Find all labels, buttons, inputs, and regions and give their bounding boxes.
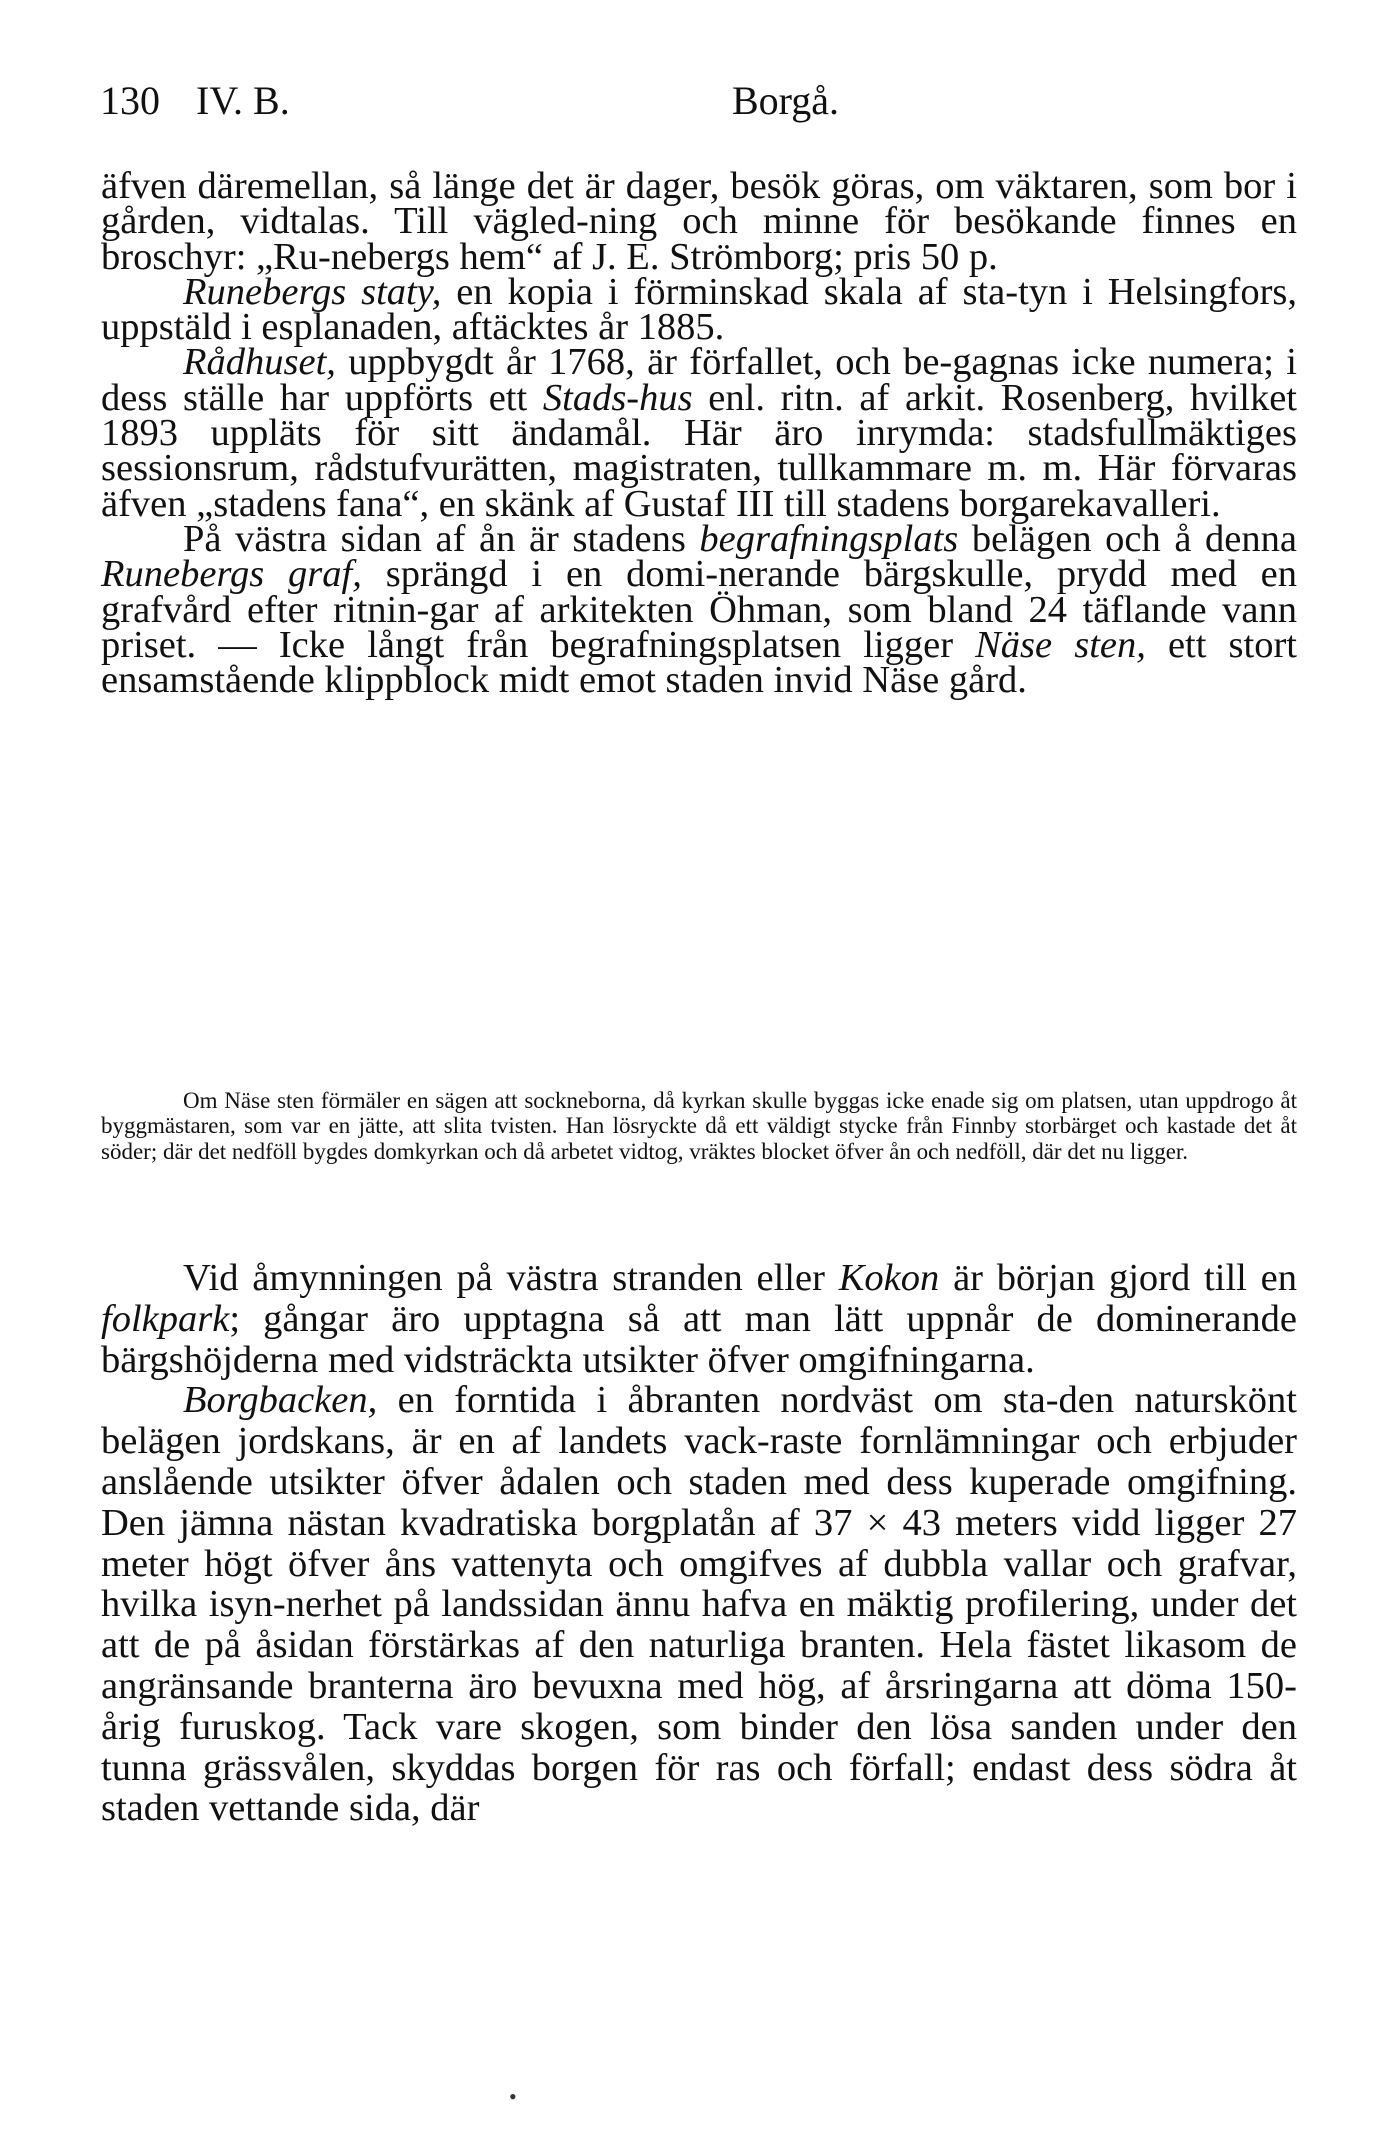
italic-term: Runebergs staty, (183, 270, 442, 313)
italic-term: Stads-hus (542, 376, 693, 419)
section-label: IV. B. (196, 78, 290, 123)
paragraph-continuation (101, 165, 1297, 278)
paragraph-text: belägen och å denna (958, 517, 1297, 560)
paragraph-text: är början gjord till en (939, 1257, 1297, 1299)
footnote-text: Om Näse sten förmäler en sägen att sockneborna, då kyrkan skulle byggas icke enade sig om platsen, utan uppdrogo åt byggmästaren, som var en jätte, att slita tvisten. Han lösryckte då ett väldigt stycke från Finnby storbärget och kastade det åt söder; där det nedföll bygdes domkyrkan och då arbetet vidtog, vräktes blocket öfver ån och nedföll, där det nu ligger. (101, 1088, 1297, 1164)
paragraph-text: På västra sidan af ån är stadens (183, 517, 700, 560)
paragraph-text: sprängd i en domi-nerande bärgskulle, prydd med en grafvård efter ritnin-gar af arkitekten Öhman, som bland 24 täflande vann priset. — Icke långt från begrafningsplatsen ligger (101, 553, 1297, 666)
paragraph-park (101, 1258, 1297, 1380)
italic-term: Rådhuset, (183, 341, 336, 384)
page-number: 130 (100, 78, 160, 123)
paragraph-text: ett stort ensamstående klippblock midt emot staden invid Näse gård. (101, 623, 1297, 702)
paragraph-town-hall (101, 341, 1297, 525)
italic-term: Runebergs graf, (101, 553, 362, 596)
italic-term: Borgbacken, (183, 1379, 378, 1422)
running-header (100, 76, 1300, 126)
italic-term: Näse sten, (975, 623, 1146, 666)
italic-term: begrafningsplats (699, 517, 959, 560)
paragraph-borgbacken (101, 1380, 1297, 1829)
paragraph-text: en kopia i förminskad skala af sta-tyn i Helsingfors, uppstäld i esplanaden, aftäcktes år 1885. (101, 270, 1298, 349)
footnote-legend (101, 1088, 1297, 1164)
paragraph-text: ; gångar äro upptagna så att man lätt uppnår de dominerande bärgshöjderna med vidsträckta utsikter öfver omgifningarna. (101, 1297, 1297, 1381)
signature-mark: • (509, 2084, 517, 2109)
main-text-upper (101, 165, 1298, 702)
paragraph-text: Vid åmynningen på västra stranden eller (183, 1257, 839, 1299)
paragraph-text: äfven däremellan, så länge det är dager, besök göras, om väktaren, som bor i gården, vidtalas. Till vägled-ning och minne för besökande finnes en broschyr: „Ru-nebergs hem“ af J. E. Strömborg; pris 50 p. (101, 165, 1297, 278)
running-title: Borgå. (732, 78, 840, 123)
italic-term: Kokon (838, 1257, 940, 1299)
main-text-lower (101, 1258, 1297, 1829)
paragraph-text: en forntida i åbranten nordväst om sta-den naturskönt belägen jordskans, är en af landets vack-raste fornlämningar och erbjuder anslående utsikter öfver ådalen och staden med dess kuperade omgifning. Den jämna nästan kvadratiska borgplatån af 37 × 43 meters vidd ligger 27 meter högt öfver åns vattenyta och omgifves af dubbla vallar och grafvar, hvilka isyn-nerhet på landssidan ännu hafva en mäktig profilering, under det att de på åsidan förstärkas af den naturliga branten. Hela fästet likasom de angränsande branterna äro bevuxna med hög, af årsringarna att döma 150-årig furuskog. Tack vare skogen, som binder den lösa sanden under den tunna grässvålen, skyddas borgen för ras och förfall; endast dess södra åt staden vettande sida, där (101, 1379, 1297, 1830)
italic-term: folkpark (101, 1297, 230, 1340)
paragraph-text: uppbygdt år 1768, är förfallet, och be-gagnas icke numera; i dess ställe har uppförts ett (101, 341, 1297, 419)
paragraph-runeberg-statue (101, 270, 1298, 349)
paragraph-text: enl. ritn. af arkit. Rosenberg, hvilket 1893 uppläts för sitt ändamål. Här äro inrymda: stadsfullmäktiges sessionsrum, rådstufvurätten, magistraten, tullkammare m. m. Här förvaras äfven „stadens fana“, en skänk af Gustaf III till stadens borgarekavalleri. (101, 376, 1297, 525)
paragraph-cemetery (101, 517, 1297, 702)
